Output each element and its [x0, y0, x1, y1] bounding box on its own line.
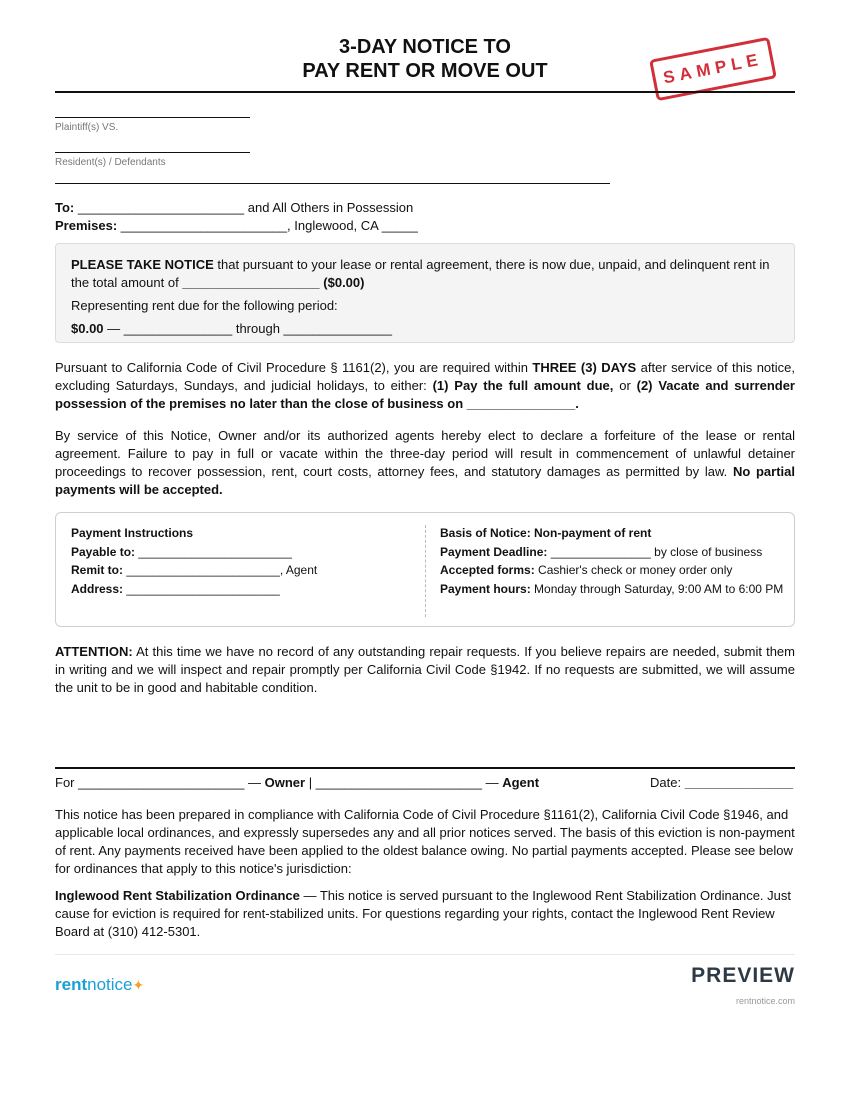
premises-label: Premises:: [55, 218, 118, 233]
ordinance-label: Inglewood Rent Stabilization Ordinance: [55, 888, 300, 903]
signature-divider: [55, 767, 795, 769]
attention-text: At this time we have no record of any outstanding repair requests. If you believe repairs are needed, submit them in writing and we will inspect and repair promptly per California Civil Code §1942. If no requests are submitted, we will assume the unit to be in good and habitable condition.: [55, 644, 795, 695]
address-row: [71, 580, 401, 599]
attention-paragraph: [55, 643, 795, 697]
accepted-forms-value: Cashier's check or money order only: [534, 563, 733, 577]
demand-text-3: or: [613, 378, 637, 393]
notice-amount: ___________________ ($0.00): [182, 275, 365, 290]
attention-label: ATTENTION:: [55, 644, 133, 659]
title-line-1: 3-DAY NOTICE TO: [339, 36, 511, 58]
payment-left-column: [71, 524, 401, 598]
period-range: — _______________ through _______________: [103, 321, 392, 336]
accepted-forms-label: Accepted forms:: [440, 563, 535, 577]
rentnotice-logo: [55, 975, 144, 995]
demand-option-vacate: (2) Vacate and surrender possession of the premises no later than the close of business on _______________.: [55, 378, 795, 411]
agent-blank: | _______________________ —: [305, 775, 503, 790]
ordinance-paragraph: [55, 887, 795, 941]
ordinance-text: — This notice is served pursuant to the Inglewood Rent Stabilization Ordinance. Just cause for eviction is required for rent-stabilized units. For questions regarding your rights, contact the Inglewood Rent Review Board at (310) 412-5301.: [55, 888, 791, 939]
basis-of-notice: Basis of Notice: Non-payment of rent: [440, 526, 652, 540]
payment-hours-label: Payment hours:: [440, 581, 531, 596]
site-url: rentnotice.com: [735, 996, 795, 1006]
premises-line: [55, 218, 418, 234]
footer-divider: [55, 954, 795, 955]
logo-text-rent: rent: [55, 975, 88, 994]
period-label: Representing rent due for the following period:: [71, 298, 338, 313]
resident-signature-line: [55, 152, 250, 153]
demand-paragraph: [55, 359, 795, 413]
payment-right-column: [440, 524, 785, 598]
forfeiture-paragraph: [55, 427, 795, 499]
notice-statement: [71, 256, 779, 292]
address-value: _______________________: [123, 581, 280, 596]
payable-to-row: [71, 543, 401, 562]
compliance-paragraph: This notice has been prepared in compliance with California Code of Civil Procedure §1161(2), California Civil Code §1946, and applicable local ordinances, and expressly supersedes any and all prior notices served. The basis of this eviction is non-payment of rent. Any payments received have been applied to the oldest balance owing. No partial payments accepted. Please see below for ordinances that apply to this notice's jurisdiction:: [55, 807, 795, 876]
payment-hours-row: [440, 580, 785, 599]
payable-to-label: Payable to:: [71, 544, 136, 559]
for-owner-blank: For _______________________ —: [55, 775, 265, 790]
payable-to-value: _______________________: [135, 544, 292, 559]
to-value: _______________________ and All Others in Possession: [74, 200, 414, 215]
demand-deadline: THREE (3) DAYS: [532, 360, 637, 375]
no-partial-payments: No partial payments will be accepted.: [55, 464, 795, 497]
forfeiture-text: By service of this Notice, Owner and/or its authorized agents hereby elect to declare a forfeiture of the lease or rental agreement. Failure to pay in full or vacate within the three-day period will result in commencement of unlawful detainer proceedings to recover possession, rent, court costs, attorney fees, and statutory damages as permitted by law.: [55, 428, 795, 479]
remit-to-value: _______________________, Agent: [123, 563, 318, 577]
payment-instructions-box: [55, 512, 795, 627]
deadline-label: Payment Deadline:: [440, 544, 548, 559]
agent-label: Agent: [502, 775, 540, 790]
resident-label: Resident(s) / Defendants: [55, 157, 166, 168]
sparkle-icon: ✦: [132, 977, 145, 993]
date-label: Date:: [650, 775, 685, 790]
date-field: [650, 775, 793, 791]
payment-heading: Payment Instructions: [71, 526, 194, 540]
date-blank: _______________: [684, 775, 794, 790]
notice-lead: PLEASE TAKE NOTICE: [71, 257, 214, 272]
demand-text-2: after service of this notice, excluding Saturdays, Sundays, and judicial holidays, to either:: [55, 360, 796, 393]
plaintiff-label: Plaintiff(s) VS.: [55, 122, 119, 133]
accepted-forms-row: [440, 561, 785, 580]
title-line-2: PAY RENT OR MOVE OUT: [302, 60, 548, 82]
notice-text: that pursuant to your lease or rental agreement, there is now due, unpaid, and delinquent rent in the total amount of: [71, 257, 770, 290]
demand-text-1: Pursuant to California Code of Civil Procedure § 1161(2), you are required within: [55, 360, 533, 375]
sample-stamp: SAMPLE: [649, 37, 777, 102]
address-label: Address:: [71, 581, 124, 596]
plaintiff-signature-line: [55, 117, 250, 118]
remit-to-label: Remit to:: [71, 563, 123, 577]
remit-to-row: [71, 561, 401, 580]
title-divider: [55, 91, 795, 93]
deadline-row: [440, 543, 785, 562]
notice-document: [55, 0, 795, 1100]
period-amount: $0.00: [71, 321, 104, 336]
payment-hours-value: Monday through Saturday, 9:00 AM to 6:00 PM: [530, 581, 784, 596]
logo-text-notice: notice: [87, 975, 133, 994]
case-divider: [55, 183, 610, 184]
notice-box: [55, 243, 795, 343]
preview-label: PREVIEW: [691, 964, 795, 987]
demand-option-pay: (1) Pay the full amount due,: [432, 378, 614, 393]
deadline-value: _______________ by close of business: [547, 544, 763, 559]
period-line: [71, 320, 779, 338]
payment-column-divider: [425, 525, 426, 617]
to-label: To:: [55, 200, 75, 215]
owner-label: Owner: [264, 775, 306, 790]
premises-value: _______________________, Inglewood, CA _____: [117, 218, 418, 233]
to-line: [55, 200, 413, 216]
